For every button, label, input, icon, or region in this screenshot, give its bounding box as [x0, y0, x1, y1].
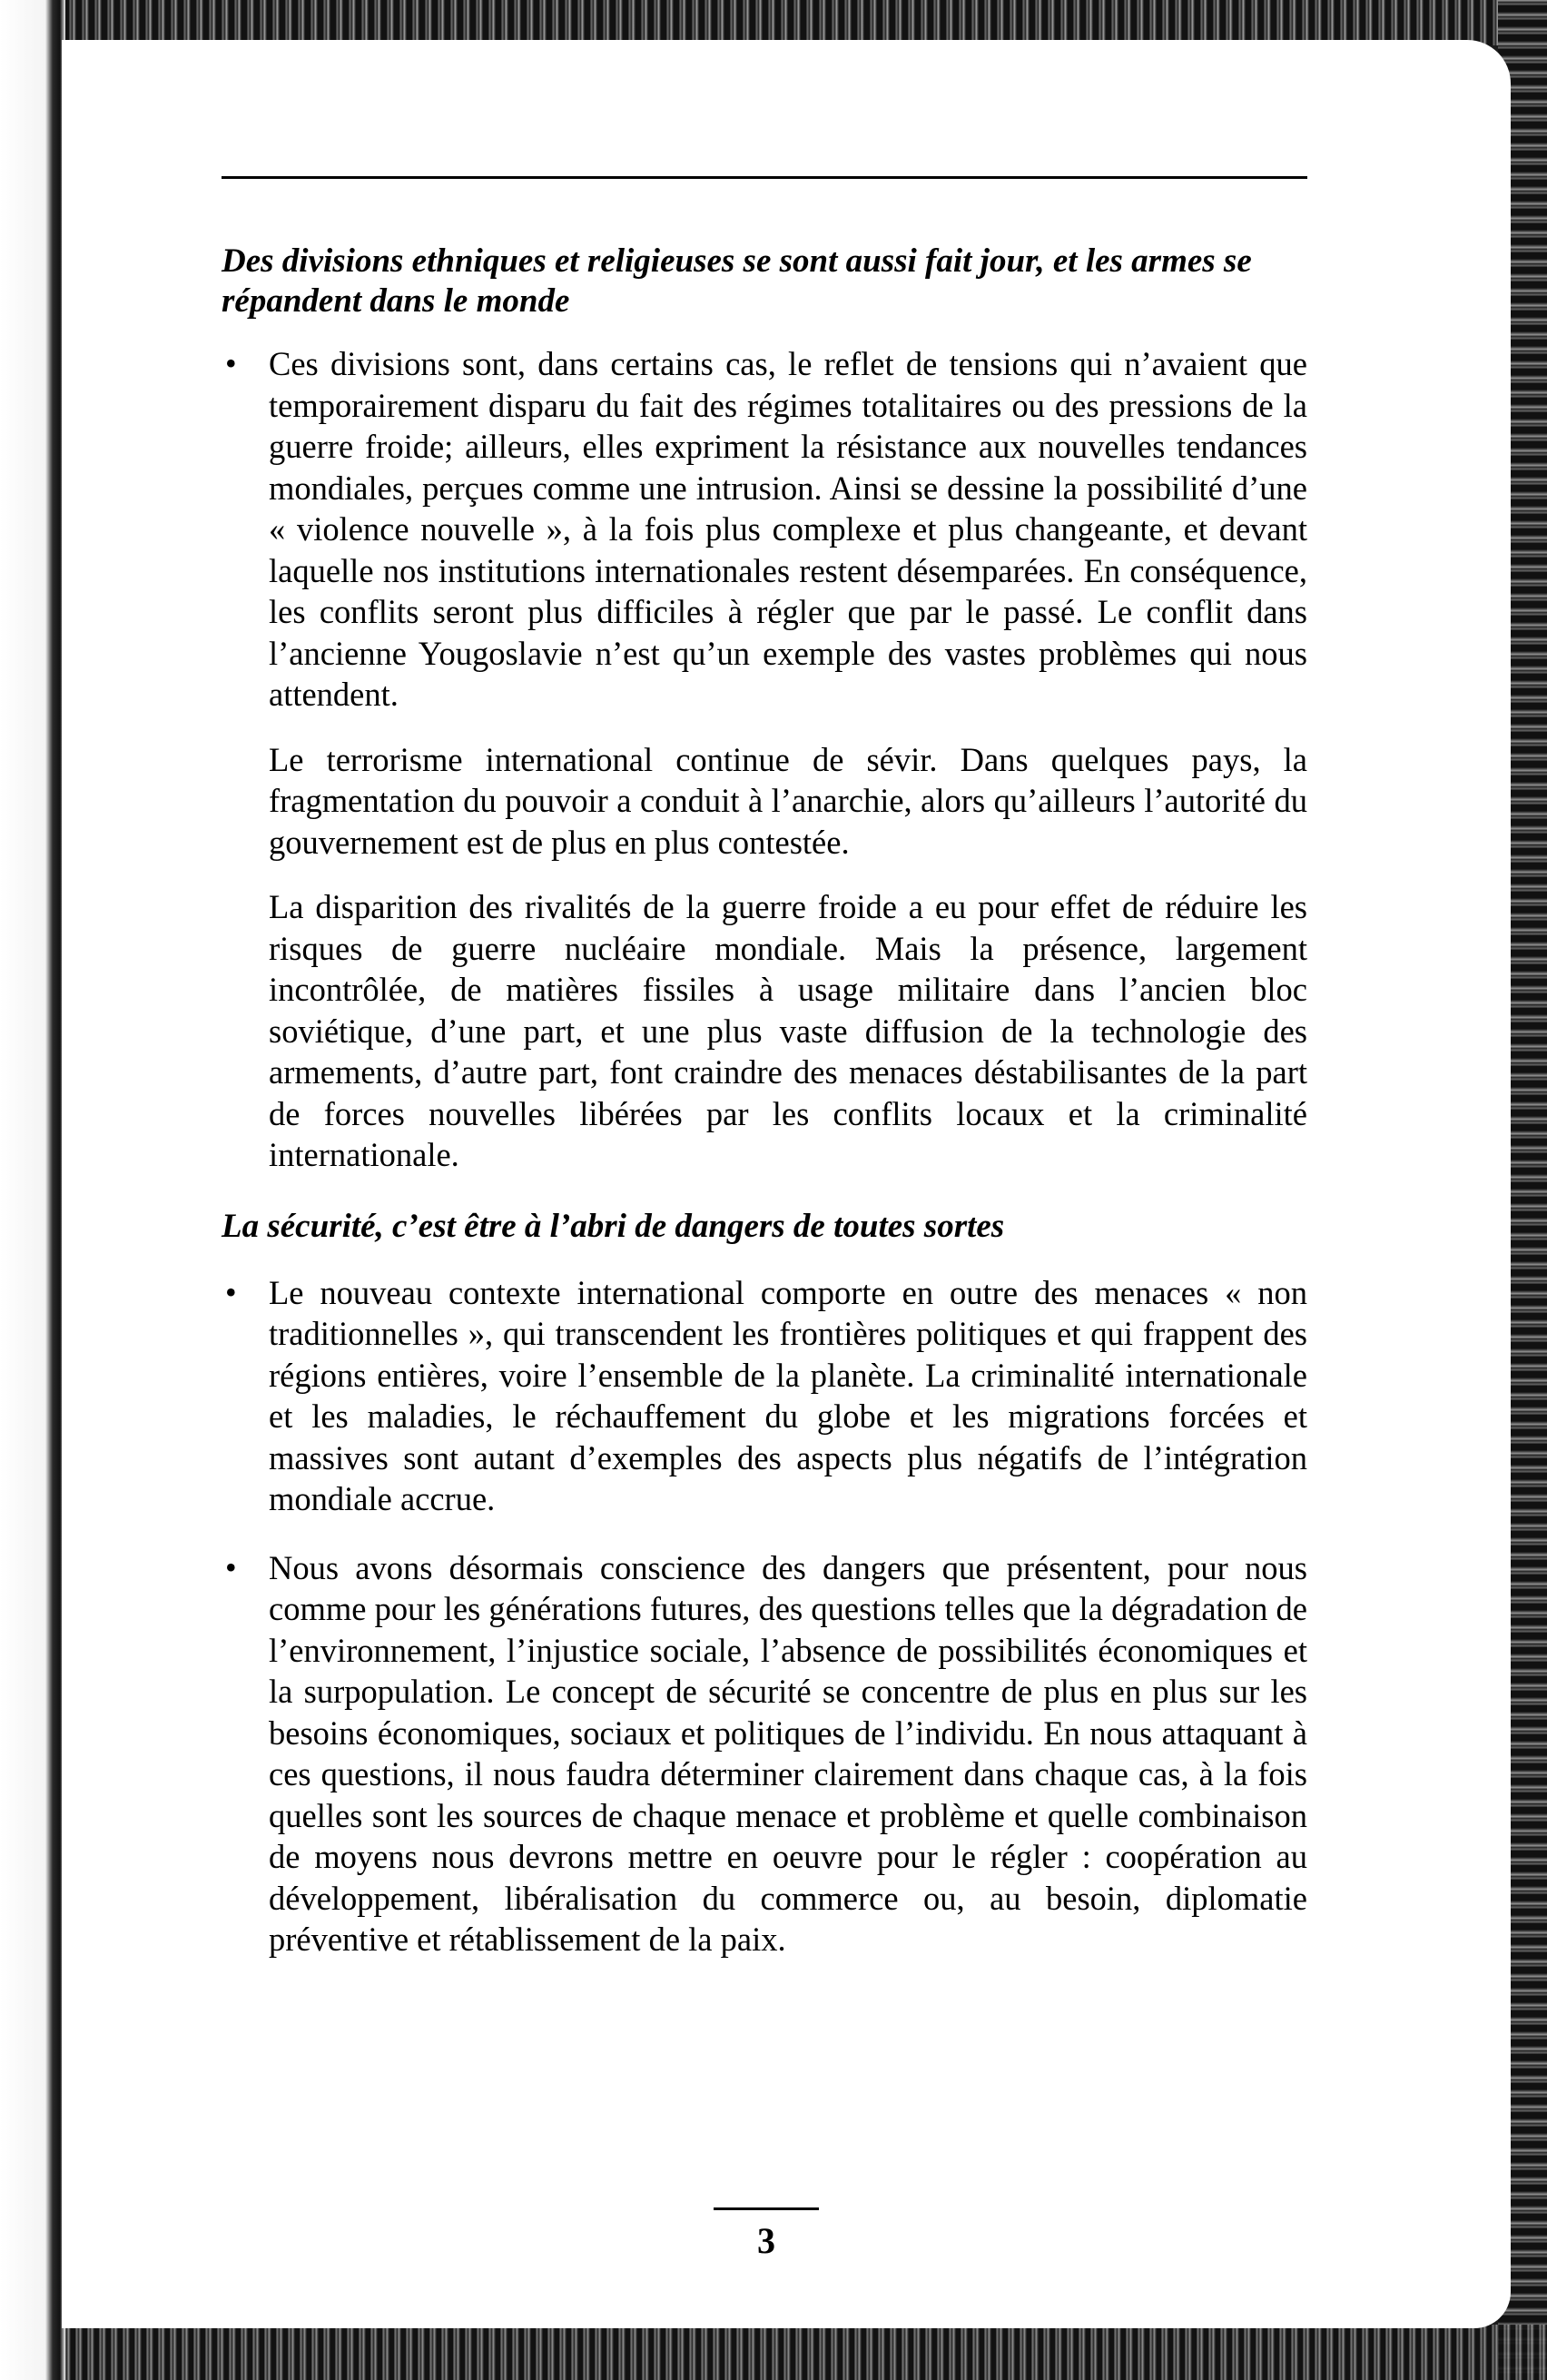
bullet-icon: • — [225, 1548, 237, 1585]
text-body — [222, 242, 1307, 1984]
paragraph-text: Nous avons désormais conscience des dangers que présentent, pour nous comme pour les générations futures, des questions telles que la dégradation de l’environnement, l’injustice sociale, l’absence de possibilités économiques et la surpopulation. Le concept de sécurité se concentre de plus en plus sur les besoins économiques, sociaux et politiques de l’individu. En nous attaquant à ces questions, il nous faudra déterminer clairement dans chaque cas, à la fois quelles sont les sources de chaque menace et problème et quelle combinaison de moyens nous devrons mettre en oeuvre pour le régler : coopération au développement, libéralisation du commerce ou, au besoin, diplomatie préventive et rétablissement de la paix. — [269, 1548, 1307, 1958]
paragraph-2-1 — [222, 1272, 1307, 1520]
paragraph-1-1 — [222, 343, 1307, 716]
bullet-icon: • — [225, 345, 237, 381]
scan-border-left — [0, 0, 65, 2380]
scan-border-bottom — [0, 2325, 1547, 2380]
paragraph-text: La disparition des rivalités de la guerre froide a eu pour effet de réduire les risques de guerre nucléaire mondiale. Mais la présence, largement incontrôlée, de matières fissiles à usage militaire dans l’ancien bloc soviétique, d’une part, et une plus vaste diffusion de la technologie des armements, d’autre part, font craindre des menaces déstabilisantes de la part de forces nouvelles libérées par les conflits locaux et la criminalité internationale. — [269, 888, 1307, 1173]
paragraph-text: Ces divisions sont, dans certains cas, le reflet de tensions qui n’avaient que temporairement disparu du fait des régimes totalitaires ou des pressions de la guerre froide; ailleurs, elles expriment la résistance aux nouvelles tendances mondiales, perçues comme une intrusion. Ainsi se dessine la possibilité d’une « violence nouvelle », à la fois plus complexe et plus changeante, et devant laquelle nos institutions internationales restent désemparées. En conséquence, les conflits seront plus difficiles à régler que par le passé. Le conflit dans l’ancienne Yougoslavie n’est qu’un exemple des vastes problèmes qui nous attendent. — [269, 345, 1307, 713]
section-heading-2: La sécurité, c’est être à l’abri de dangers de toutes sortes — [222, 1207, 1005, 1245]
paragraph-1-2 — [222, 739, 1307, 864]
page-number: 3 — [757, 2220, 775, 2261]
paragraph-1-3 — [222, 886, 1307, 1176]
paragraph-text: Le nouveau contexte international comporte en outre des menaces « non traditionnelles », qui transcendent les frontières politiques et qui frappent des régions entières, voire l’ensemble de la planète. La criminalité internationale et les maladies, le réchauffement du globe et les migrations forcées et massives sont autant d’exemples des aspects plus négatifs de l’intégration mondiale accrue. — [269, 1273, 1307, 1517]
footer-rule — [714, 2207, 819, 2210]
scan-border-top — [0, 0, 1547, 45]
paragraph-2-2 — [222, 1547, 1307, 1960]
paragraph-text: Le terrorisme international continue de sévir. Dans quelques pays, la fragmentation du pouvoir a conduit à l’anarchie, alors qu’ailleurs l’autorité du gouvernement est de plus en plus contestée. — [269, 740, 1307, 861]
header-rule — [222, 176, 1307, 179]
bullet-icon: • — [225, 1273, 237, 1310]
section-heading-1: Des divisions ethniques et religieuses se sont aussi fait jour, et les armes se répandent dans le monde — [222, 242, 1252, 320]
